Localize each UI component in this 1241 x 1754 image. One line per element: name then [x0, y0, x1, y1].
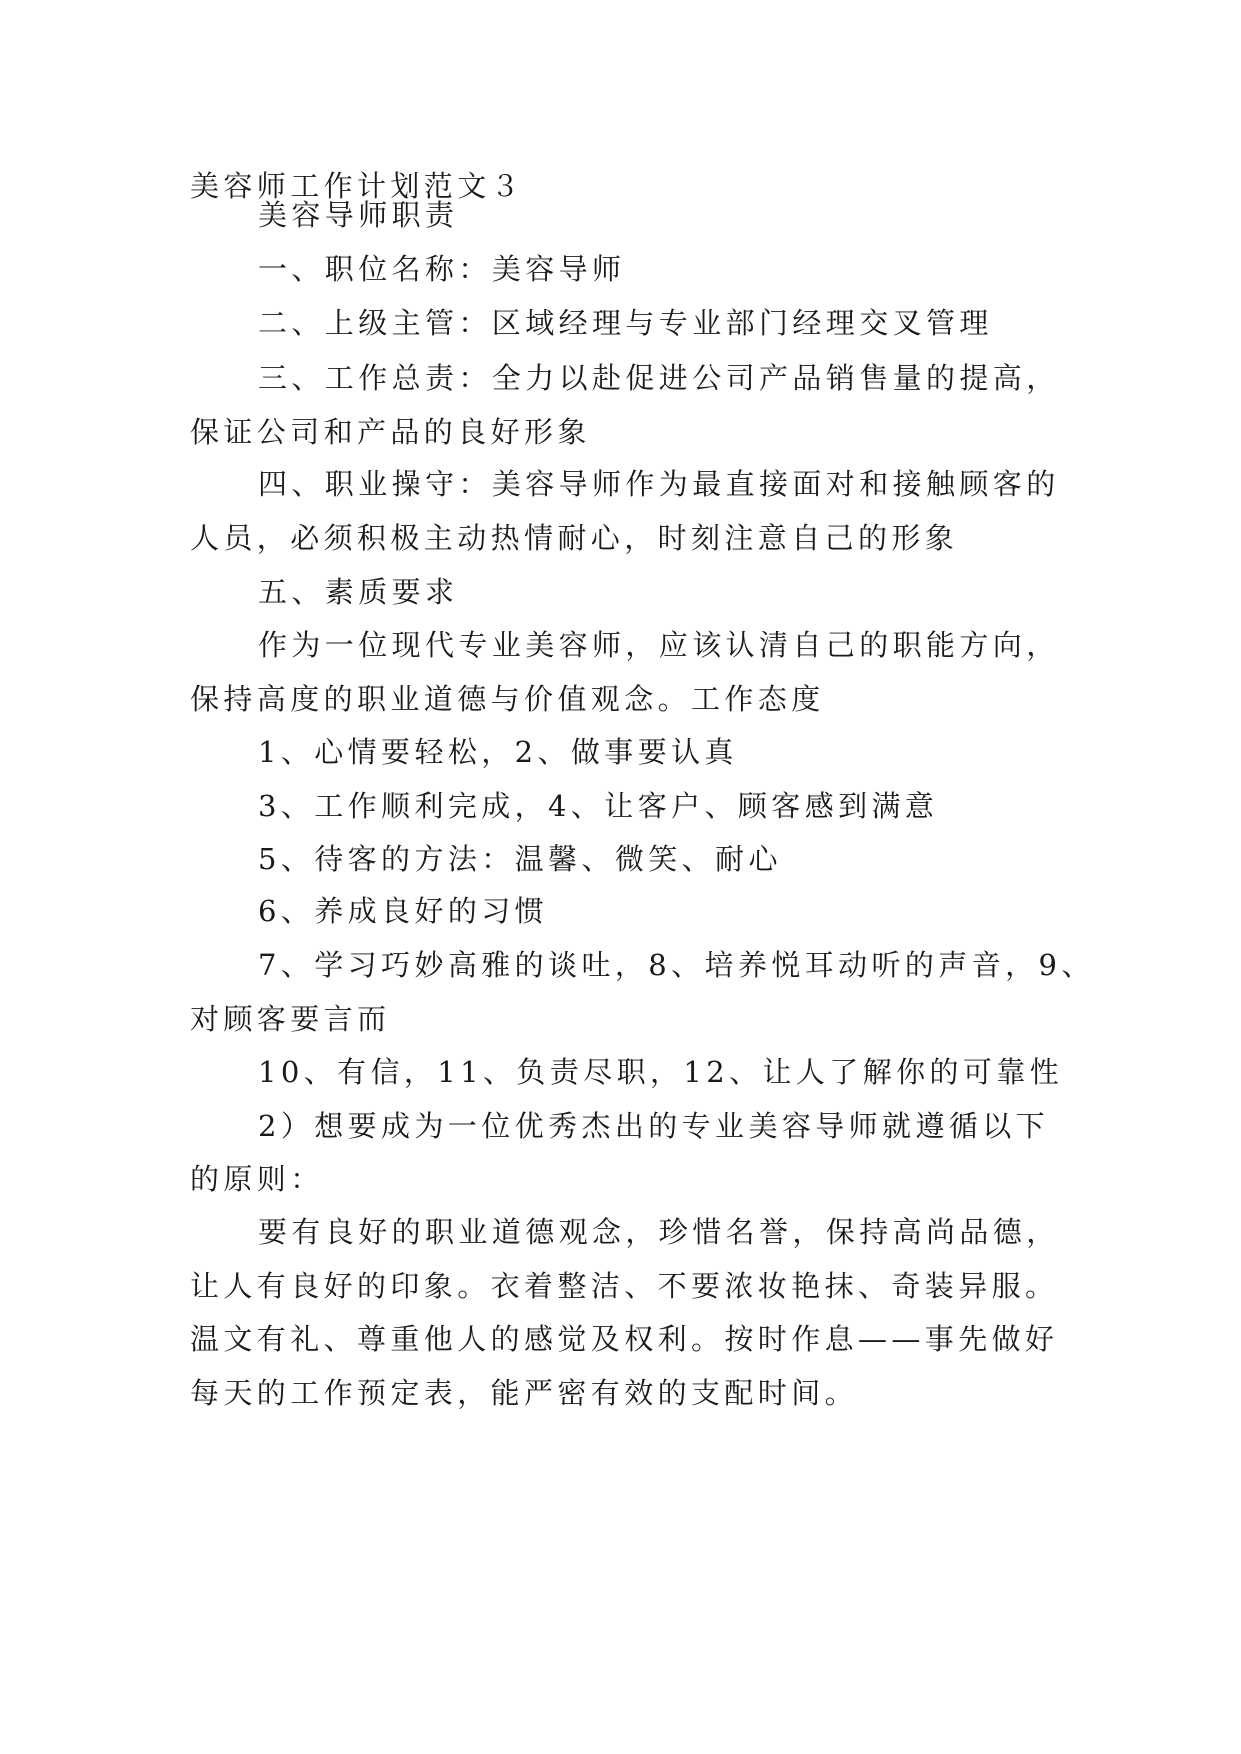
text-line: 每天的工作预定表，能严密有效的支配时间。 [190, 1376, 859, 1410]
text-line: 四、职业操守：美容导师作为最直接面对和接触顾客的 [258, 467, 1060, 501]
text-line: 6、养成良好的习惯 [258, 894, 549, 928]
text-line: 的原则： [190, 1162, 324, 1196]
text-line: 人员，必须积极主动热情耐心，时刻注意自己的形象 [190, 521, 959, 555]
document-title: 美容师工作计划范文３ [190, 169, 525, 203]
text-line: 让人有良好的印象。衣着整洁、不要浓妆艳抹、奇装异服。 [190, 1269, 1059, 1303]
text-line: 三、工作总责：全力以赴促进公司产品销售量的提高， [258, 361, 1060, 395]
text-line: 五、素质要求 [258, 575, 459, 609]
text-line: 2）想要成为一位优秀杰出的专业美容导师就遵循以下 [258, 1109, 1050, 1143]
text-line: 保证公司和产品的良好形象 [190, 415, 591, 449]
text-line: 二、上级主管：区域经理与专业部门经理交叉管理 [258, 306, 993, 340]
text-line: 作为一位现代专业美容师，应该认清自己的职能方向， [258, 628, 1060, 662]
text-line: 7、学习巧妙高雅的谈吐，8、培养悦耳动听的声音，9、 [258, 948, 1095, 982]
text-line: 3、工作顺利完成，4、让客户、顾客感到满意 [258, 789, 939, 823]
text-line: 5、待客的方法：温馨、微笑、耐心 [258, 842, 782, 876]
text-line: 要有良好的职业道德观念，珍惜名誉，保持高尚品德， [258, 1215, 1060, 1249]
text-line: 10、有信，11、负责尽职，12、让人了解你的可靠性 [258, 1055, 1064, 1089]
text-line: 1、心情要轻松，2、做事要认真 [258, 735, 738, 769]
text-line: 温文有礼、尊重他人的感觉及权利。按时作息——事先做好 [190, 1322, 1059, 1356]
text-line: 一、职位名称：美容导师 [258, 252, 626, 286]
text-line: 保持高度的职业道德与价值观念。工作态度 [190, 682, 825, 716]
text-line: 美容导师职责 [258, 198, 459, 232]
text-line: 对顾客要言而 [190, 1002, 391, 1036]
